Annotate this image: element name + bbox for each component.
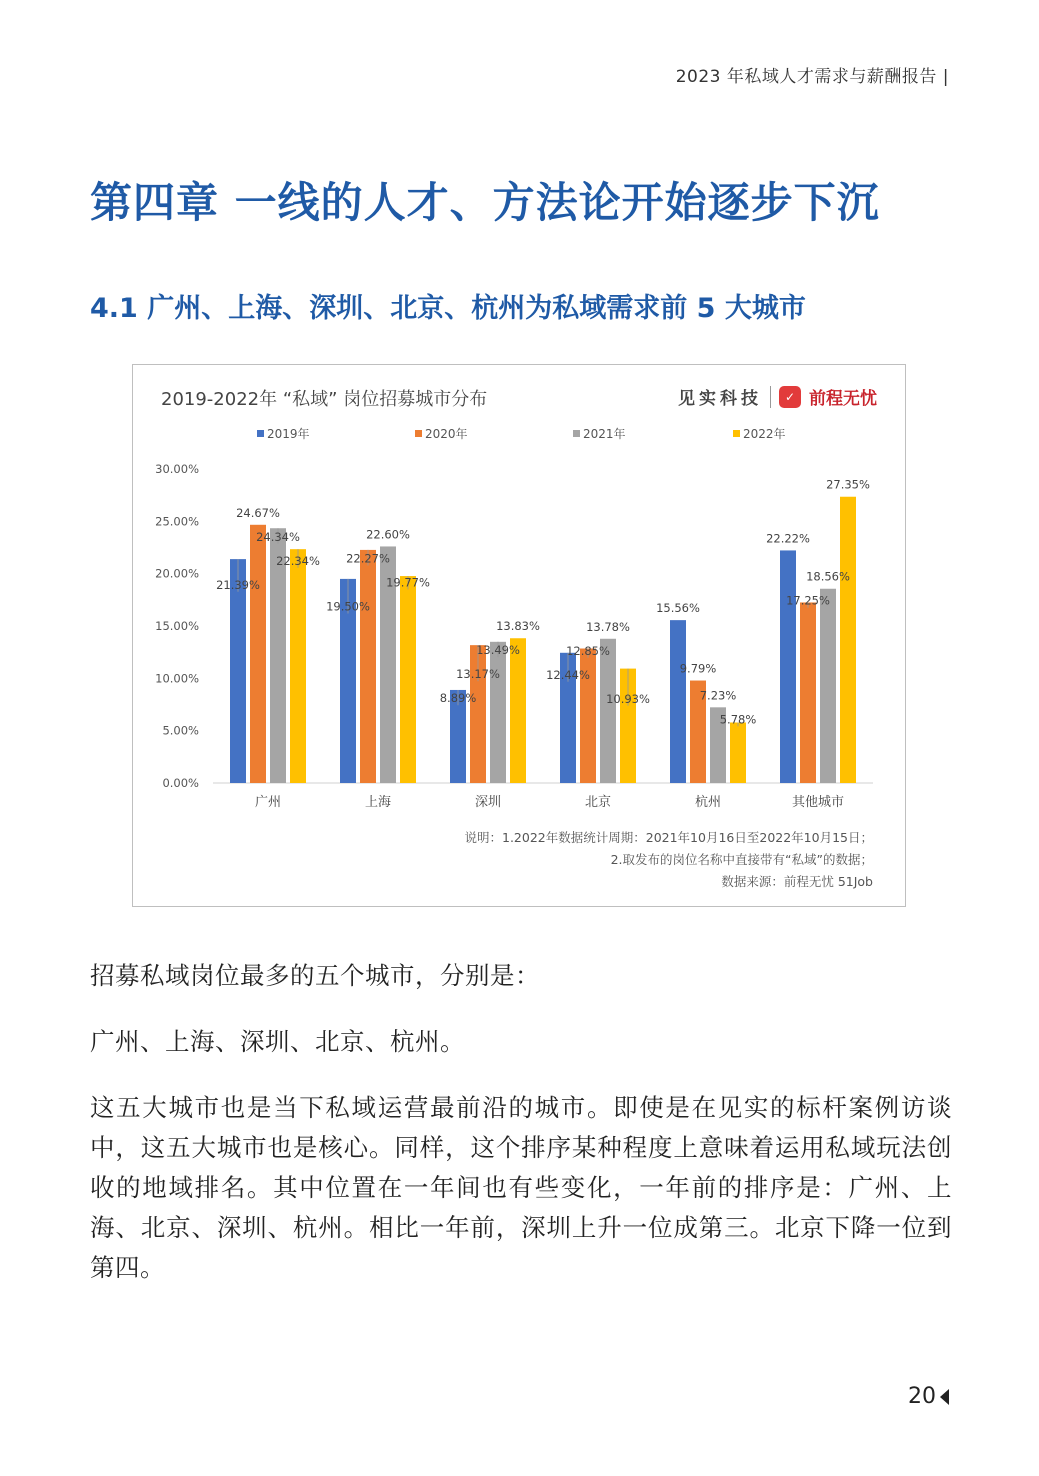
data-label: 22.60%	[366, 527, 410, 542]
x-tick-label: 杭州	[694, 795, 722, 810]
data-label: 19.77%	[386, 575, 430, 590]
bar	[400, 576, 416, 783]
data-label: 24.67%	[236, 505, 280, 520]
bar	[600, 639, 616, 783]
legend-swatch	[573, 430, 580, 437]
x-tick-label: 深圳	[474, 795, 502, 810]
bar	[730, 723, 746, 783]
bar	[230, 559, 246, 783]
y-tick-label: 20.00%	[155, 566, 199, 581]
bar	[290, 549, 306, 783]
data-label: 27.35%	[826, 477, 870, 492]
chart-notes	[465, 827, 874, 893]
data-label: 12.44%	[546, 667, 590, 682]
data-label: 24.34%	[256, 529, 300, 544]
brand-separator	[770, 386, 771, 408]
x-tick-label: 北京	[584, 795, 612, 810]
data-label: 8.89%	[439, 691, 477, 706]
data-label: 13.17%	[456, 667, 500, 682]
data-label: 18.56%	[806, 569, 850, 584]
chart-title: 2019-2022年 “私域” 岗位招募城市分布	[161, 389, 488, 410]
data-label: 13.78%	[586, 619, 630, 634]
data-label: 13.83%	[496, 619, 540, 634]
bar	[820, 589, 836, 783]
bar	[250, 525, 266, 783]
chapter-title: 第四章 一线的人才、方法论开始逐步下沉	[90, 178, 880, 227]
bar	[510, 638, 526, 783]
bar	[840, 497, 856, 783]
data-label: 9.79%	[679, 661, 717, 676]
bar	[800, 602, 816, 783]
y-tick-label: 0.00%	[162, 776, 199, 790]
data-label: 19.50%	[326, 599, 370, 614]
legend-label: 2019年	[267, 427, 310, 441]
legend-swatch	[257, 430, 264, 437]
bar	[780, 550, 796, 783]
figure-box	[132, 364, 906, 907]
y-tick-label: 25.00%	[155, 514, 199, 529]
legend-label: 2021年	[583, 427, 626, 441]
qcwy-logo-icon: ✓	[779, 386, 801, 408]
bar	[670, 620, 686, 783]
running-header: 2023 年私域人才需求与薪酬报告 |	[675, 67, 949, 87]
paragraph-2: 广州、上海、深圳、北京、杭州。	[90, 1027, 465, 1056]
bar	[360, 550, 376, 783]
data-label: 22.27%	[346, 551, 390, 566]
note-2: 2.取发布的岗位名称中直接带有“私域”的数据；	[610, 852, 873, 867]
legend-swatch	[415, 430, 422, 437]
page-number-text: 20	[908, 1384, 936, 1409]
data-label: 22.34%	[276, 553, 320, 568]
x-tick-label: 其他城市	[791, 795, 845, 810]
data-label: 22.22%	[766, 531, 810, 546]
data-label: 17.25%	[786, 593, 830, 608]
y-tick-label: 5.00%	[162, 723, 199, 738]
data-label: 5.78%	[719, 712, 757, 727]
paragraph-1: 招募私域岗位最多的五个城市，分别是：	[90, 961, 540, 990]
jianshi-logo-text: 见实科技	[678, 389, 762, 409]
x-tick-label: 广州	[254, 795, 282, 810]
qcwy-logo-text: 前程无忧	[809, 389, 877, 409]
paragraph-3: 这五大城市也是当下私域运营最前沿的城市。即使是在见实的标杆案例访谈中，这五大城市也是核心。同样，这个排序某种程度上意味着运用私域玩法创收的地域排名。其中位置在一年间也有些变化，一年前的排序是：广州、上海、北京、深圳、杭州。相比一年前，深圳上升一位成第三。北京下降一位到第四。	[90, 1093, 952, 1282]
data-source: 数据来源：前程无忧 51Job	[721, 874, 873, 889]
data-label: 12.85%	[566, 643, 610, 658]
data-label: 15.56%	[656, 601, 700, 616]
chart-svg	[133, 365, 905, 906]
page-marker-icon	[940, 1389, 949, 1405]
data-label: 21.39%	[216, 577, 260, 592]
brand-logos	[678, 384, 877, 409]
legend-label: 2022年	[743, 427, 786, 441]
data-label: 13.49%	[476, 643, 520, 658]
legend-swatch	[733, 430, 740, 437]
legend-label: 2020年	[425, 427, 468, 441]
note-1: 说明：1.2022年数据统计周期：2021年10月16日至2022年10月15日；	[464, 830, 873, 845]
bar	[490, 642, 506, 783]
section-title: 4.1 广州、上海、深圳、北京、杭州为私域需求前 5 大城市	[90, 293, 806, 324]
x-tick-label: 上海	[364, 795, 392, 810]
y-tick-label: 15.00%	[155, 619, 199, 633]
y-tick-label: 10.00%	[155, 671, 199, 686]
data-label: 7.23%	[699, 688, 737, 703]
page-number	[908, 1384, 949, 1409]
data-label: 10.93%	[606, 691, 650, 706]
y-tick-label: 30.00%	[155, 462, 199, 476]
